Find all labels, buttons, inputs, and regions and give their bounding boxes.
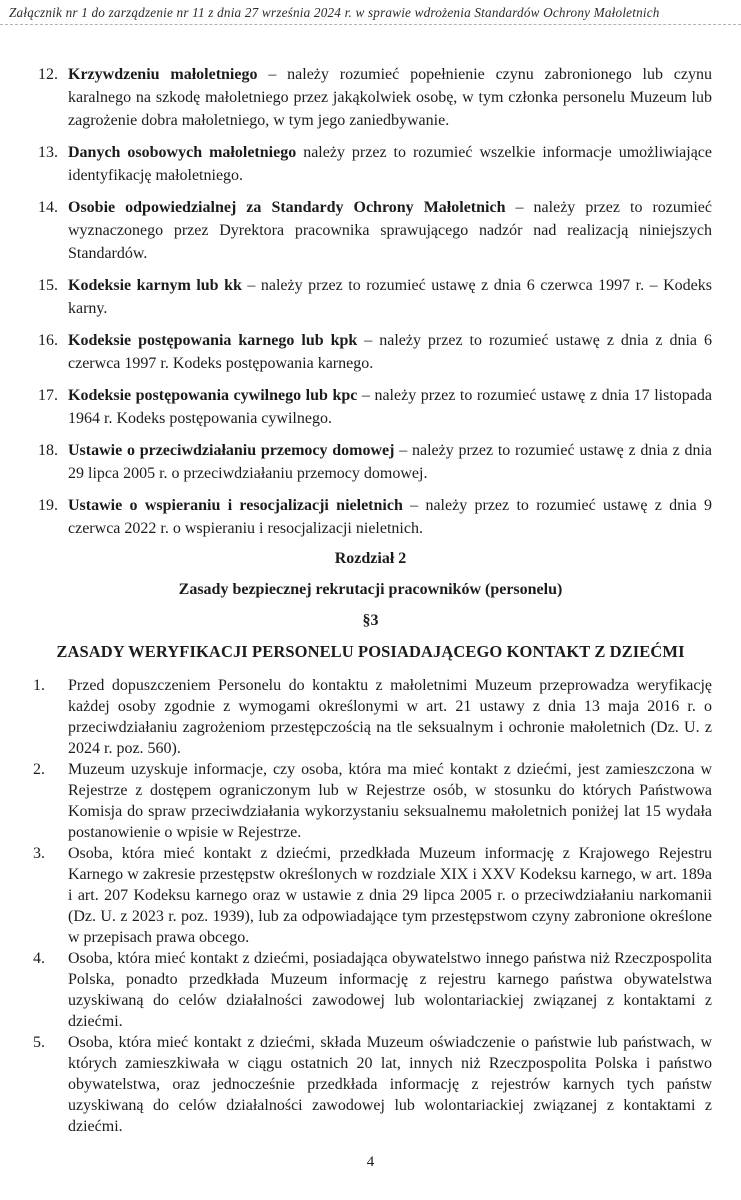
item-separator: – [241,277,261,294]
definitions-list [0,63,741,540]
chapter-subtitle: Zasady bezpiecznej rekrutacji pracowników (personelu) [178,581,563,598]
item-number: 17. [38,387,58,404]
item-text [68,274,712,320]
item-text [68,329,712,375]
page-number: 4 [366,1154,375,1170]
verification-rules-list [0,675,741,1137]
section-symbol: §3 [362,612,379,629]
item-text [68,141,712,187]
chapter-title: Rozdział 2 [334,550,407,567]
item-number: 13. [38,144,58,161]
item-term: Kodeksie postępowania karnego lub kpk [68,332,358,349]
item-number: 14. [38,199,58,216]
list-item [38,141,712,187]
item-separator: – [357,387,375,404]
item-text [68,439,712,485]
item-term: Ustawie o przeciwdziałaniu przemocy domowej [68,442,395,459]
list-item [33,948,712,1032]
item-text [68,63,712,132]
list-item [38,196,712,265]
list-item [38,63,712,132]
header-divider [0,24,741,25]
list-item [38,439,712,485]
item-separator: – [357,332,380,349]
list-item [38,494,712,540]
item-text: Osoba, która mieć kontakt z dziećmi, przedkłada Muzeum informację z Krajowego Rejestru Karnego w zakresie przestępstw określonych w rozdziale XIX i XXV Kodeksu karnego, w art. 189a i art. 207 Kodeksu karnego oraz w ustawie z dnia 29 lipca 2005 r. o przeciwdziałaniu narkomanii (Dz. U. z 2023 r. poz. 1939), lub za odpowiadające tym przestępstwom czyny zabronione określone w przepisach prawa obcego. [68,845,712,946]
list-item [38,274,712,320]
section-title: ZASADY WERYFIKACJI PERSONELU POSIADAJĄCEGO KONTAKT Z DZIEĆMI [56,642,685,661]
item-number: 5. [33,1034,45,1051]
item-definition: należy przez to rozumieć ustawę z dnia 9 czerwca 2022 r. o wspieraniu i resocjalizacji nieletnich. [68,497,713,537]
item-number: 4. [33,950,45,967]
item-number: 2. [33,761,45,778]
rules-section [0,675,741,1137]
list-item [38,329,712,375]
item-definition: należy przez to rozumieć ustawę z dnia z dnia 6 czerwca 1997 r. Kodeks postępowania karnego. [68,332,713,372]
item-text: Przed dopuszczeniem Personelu do kontaktu z małoletnimi Muzeum przeprowadza weryfikację każdej osoby zgodnie z wymogami określonymi w art. 21 ustawy z dnia 13 maja 2016 r. o przeciwdziałaniu zagrożeniom przestępczością na tle seksualnym i ochronie małoletnich (Dz. U. z 2024 r. poz. 560). [68,677,712,757]
list-item [33,843,712,948]
item-definition: należy przez to rozumieć ustawę z dnia 6 czerwca 1997 r. – Kodeks karny. [68,277,712,317]
item-text [68,384,712,430]
item-text: Osoba, która mieć kontakt z dziećmi, składa Muzeum oświadczenie o państwie lub państwach, w których zamieszkiwała w ciągu ostatnich 20 lat, innych niż Rzeczpospolita Polska i państwo obywatelstwa, oraz jednocześnie przedkłada informację z rejestrów karnych tych państw uzyskiwaną do celów działalności zawodowej lub wolontariackiej związanej z kontaktami z dziećmi. [68,1034,712,1135]
item-definition: należy rozumieć popełnienie czynu zabronionego lub czynu karalnego na szkodę małoletniego przez jakąkolwiek osobę, w tym członka personelu Muzeum lub zagrożenie dobra małoletniego, w tym jego zaniedbywanie. [68,66,713,129]
item-term: Ustawie o wspieraniu i resocjalizacji nieletnich [68,497,403,514]
item-separator: – [257,66,288,83]
item-definition: należy przez to rozumieć wszelkie informacje umożliwiające identyfikację małoletniego. [68,144,712,184]
item-number: 15. [38,277,58,294]
item-number: 19. [38,497,58,514]
list-item [33,675,712,759]
item-number: 16. [38,332,58,349]
item-definition: należy przez to rozumieć ustawę z dnia 17 listopada 1964 r. Kodeks postępowania cywilnego. [68,387,712,427]
item-number: 18. [38,442,58,459]
document-header-note: Załącznik nr 1 do zarządzenie nr 11 z dnia 27 września 2024 r. w sprawie wdrożenia Standardów Ochrony Małoletnich [9,5,660,20]
item-text [68,196,712,265]
item-number: 12. [38,66,58,83]
item-term: Danych osobowych małoletniego [68,144,297,161]
list-item [33,759,712,843]
item-separator: – [505,199,534,216]
list-item [38,384,712,430]
item-separator: – [394,442,412,459]
item-text: Muzeum uzyskuje informacje, czy osoba, która ma mieć kontakt z dziećmi, jest zamieszczona w Rejestrze z dostępem ograniczonym lub w Rejestrze osób, w stosunku do których Państwowa Komisja do spraw przeciwdziałania wykorzystaniu seksualnemu małoletnich poniżej lat 15 wydała postanowienie o wpisie w Rejestrze. [68,761,712,841]
item-text: Osoba, która mieć kontakt z dziećmi, posiadająca obywatelstwo innego państwa niż Rzeczpospolita Polska, ponadto przedkłada Muzeum informację z rejestru karnego państwa obywatelstwa uzyskiwaną do celów działalności zawodowej lub wolontariackiej związanej z kontaktami z dziećmi. [68,950,712,1030]
list-item [33,1032,712,1137]
page-content [0,63,741,1171]
item-term: Kodeksie postępowania cywilnego lub kpc [68,387,358,404]
item-term: Osobie odpowiedzialnej za Standardy Ochrony Małoletnich [68,199,506,216]
item-number: 3. [33,845,45,862]
item-definition: należy przez to rozumieć ustawę z dnia z dnia 29 lipca 2005 r. o przeciwdziałaniu przemocy domowej. [68,442,713,482]
item-term: Krzywdzeniu małoletniego [68,66,258,83]
item-separator: – [402,497,426,514]
item-number: 1. [33,677,45,694]
item-term: Kodeksie karnym lub kk [68,277,242,294]
item-text [68,494,712,540]
item-definition: należy przez to rozumieć wyznaczonego przez Dyrektora pracownika sprawującego nadzór nad realizacją niniejszych Standardów. [68,199,713,262]
